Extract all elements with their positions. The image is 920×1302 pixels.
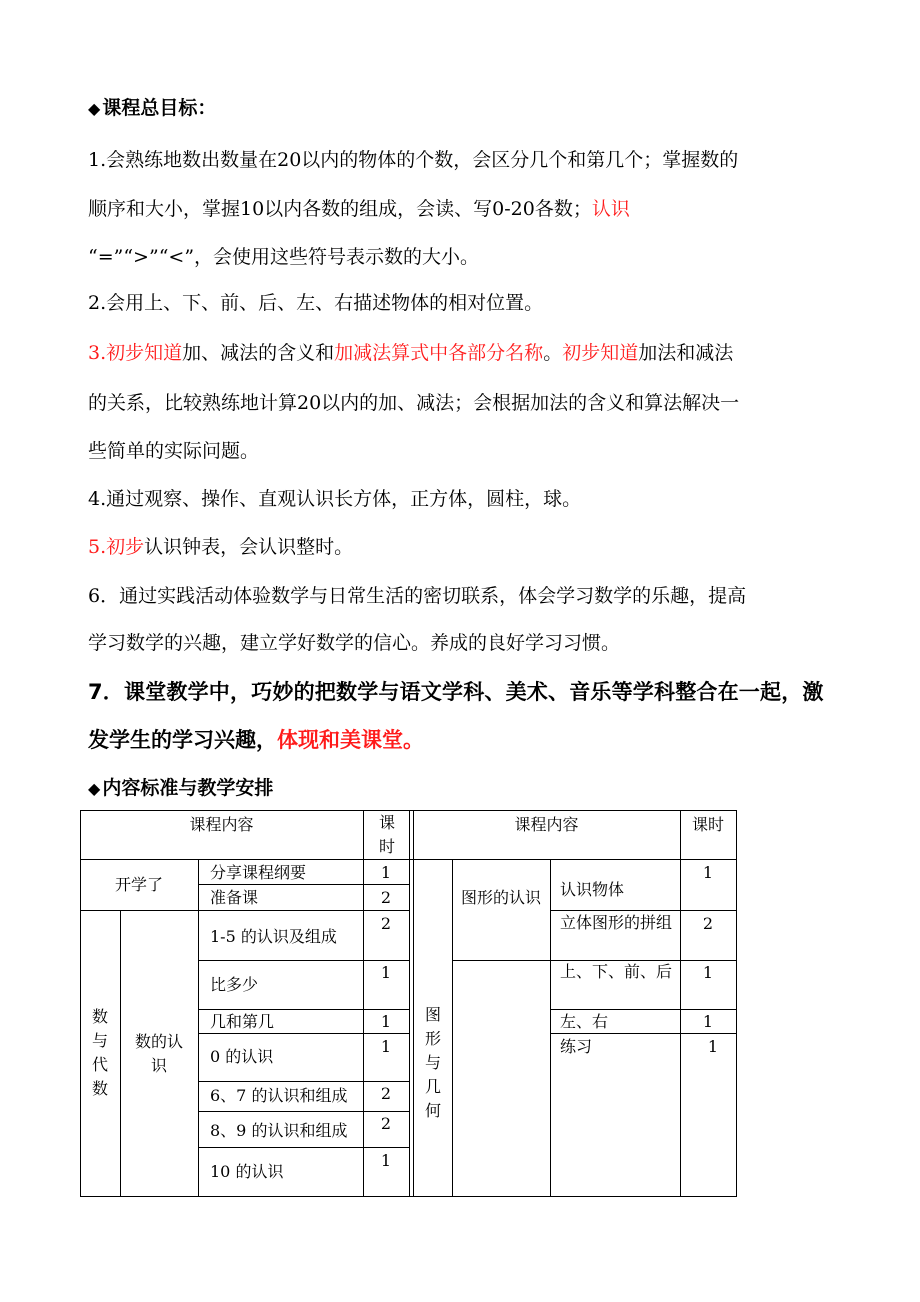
left-row-name: 0 的认识	[210, 1047, 274, 1066]
left-row-hours: 1	[380, 1012, 392, 1031]
col-divider	[120, 910, 121, 1197]
right-row-hours: 2	[702, 914, 714, 933]
goal-3-text-1: 加、减法的含义和	[182, 342, 335, 364]
table-border-bottom	[80, 1196, 736, 1197]
goal-5-text: 认识钟表，会认识整时。	[144, 536, 354, 558]
diamond-icon: ◆	[88, 99, 101, 118]
content-heading-text: 内容标准与教学安排	[102, 777, 274, 799]
left-row-name: 10 的认识	[210, 1162, 284, 1181]
goal-5	[88, 535, 353, 559]
group-shuyu-daishu: 数与代数	[91, 1007, 108, 1098]
goal-3-highlight-1: 初步知道	[106, 342, 183, 364]
left-row-hours: 2	[380, 1084, 392, 1103]
goal-3-text-2: 。	[543, 342, 563, 364]
goal-1-line-2	[88, 197, 630, 221]
goal-2: 2.会用上、下、前、后、左、右描述物体的相对位置。	[88, 292, 544, 314]
group-tuxing-jihe: 图形与几何	[424, 1005, 441, 1120]
col-divider	[409, 810, 410, 1197]
goal-1-highlight: 认识	[591, 198, 630, 220]
goal-5-prefix: 5.	[88, 536, 107, 558]
sub-group-tuxing-de-renshi: 图形的认识	[460, 888, 541, 907]
right-header-hours: 课时	[691, 815, 724, 834]
right-row-hours: 1	[702, 963, 714, 982]
left-row-hours: 1	[380, 963, 392, 982]
goal-6-line-2: 学习数学的兴趣，建立学好数学的信心。养成的良好学习习惯。	[88, 632, 621, 654]
goals-heading-text: 课程总目标：	[102, 97, 217, 119]
left-row-hours: 1	[380, 1037, 392, 1056]
group-kaixue: 开学了	[114, 875, 163, 894]
left-header-hours: 课时	[378, 813, 395, 856]
col-divider	[550, 859, 551, 1197]
table-header-bottom	[80, 859, 736, 860]
right-row-hours: 1	[702, 1012, 714, 1031]
goals-heading	[88, 96, 216, 121]
right-row-name: 立体图形的拼组	[560, 913, 673, 932]
goal-3-line-3: 些简单的实际问题。	[88, 440, 260, 462]
sub-group-shu-de-renshi: 数的认识	[134, 1032, 183, 1075]
diamond-icon: ◆	[88, 779, 101, 798]
left-row-hours: 2	[380, 1114, 392, 1133]
table-border-right	[736, 810, 737, 1197]
goal-3-highlight-2: 加减法算式中各部分名称	[334, 342, 544, 364]
col-divider	[452, 859, 453, 1197]
left-header-content: 课程内容	[189, 815, 254, 834]
right-row-name: 练习	[560, 1037, 593, 1056]
table-border-left	[80, 810, 81, 1197]
goal-3-highlight-3: 初步知道	[562, 342, 639, 364]
right-row-name: 认识物体	[560, 880, 625, 899]
right-header-content: 课程内容	[514, 815, 579, 834]
content-heading	[88, 776, 273, 801]
goal-4: 4.通过观察、操作、直观认识长方体，正方体，圆柱，球。	[88, 488, 582, 510]
right-row-name: 上、下、前、后	[560, 962, 673, 981]
left-row-name: 1-5 的认识及组成	[210, 927, 337, 946]
left-row-name: 比多少	[210, 975, 259, 994]
goal-6-line-1: 6．通过实践活动体验数学与日常生活的密切联系，体会学习数学的乐趣，提高	[88, 585, 747, 607]
goal-7-text: 发学生的学习兴趣，	[88, 728, 277, 752]
left-row-name: 8、9 的认识和组成	[210, 1121, 348, 1140]
left-row-hours: 1	[380, 1151, 392, 1170]
left-row-name: 分享课程纲要	[210, 863, 307, 882]
goal-3-line-2: 的关系，比较熟练地计算20以内的加、减法；会根据加法的含义和算法解决一	[88, 392, 740, 414]
goal-1-line-2-text: 顺序和大小，掌握10以内各数的组成，会读、写0-20各数；	[88, 198, 592, 220]
goal-7-line-1: 7．课堂教学中，巧妙的把数学与语文学科、美术、音乐等学科整合在一起，激	[88, 680, 824, 704]
right-row-hours: 1	[707, 1037, 719, 1056]
col-divider	[413, 810, 414, 1197]
goal-7-highlight: 体现和美课堂。	[277, 728, 424, 752]
left-row-hours: 2	[380, 888, 392, 907]
goal-5-highlight: 初步	[106, 536, 145, 558]
col-divider	[198, 859, 199, 1197]
left-row-name: 准备课	[210, 888, 259, 907]
left-row-hours: 2	[380, 914, 392, 933]
table-border-top	[80, 810, 736, 811]
goal-3-line-1	[88, 341, 733, 365]
goal-3-text-3: 加法和减法	[638, 342, 734, 364]
row-divider	[198, 1147, 410, 1148]
goal-1-line-3: “=”“>”“<”，会使用这些符号表示数的大小。	[88, 246, 480, 268]
goal-1-line-1: 1.会熟练地数出数量在20以内的物体的个数，会区分几个和第几个；掌握数的	[88, 149, 739, 171]
left-row-name: 6、7 的认识和组成	[210, 1086, 348, 1105]
right-row-name: 左、右	[560, 1012, 609, 1031]
goal-7-line-2	[88, 728, 424, 752]
row-divider	[80, 910, 410, 911]
goal-3-prefix: 3.	[88, 342, 107, 364]
left-row-hours: 1	[380, 863, 392, 882]
right-row-hours: 1	[702, 863, 714, 882]
left-row-name: 几和第几	[210, 1012, 275, 1031]
